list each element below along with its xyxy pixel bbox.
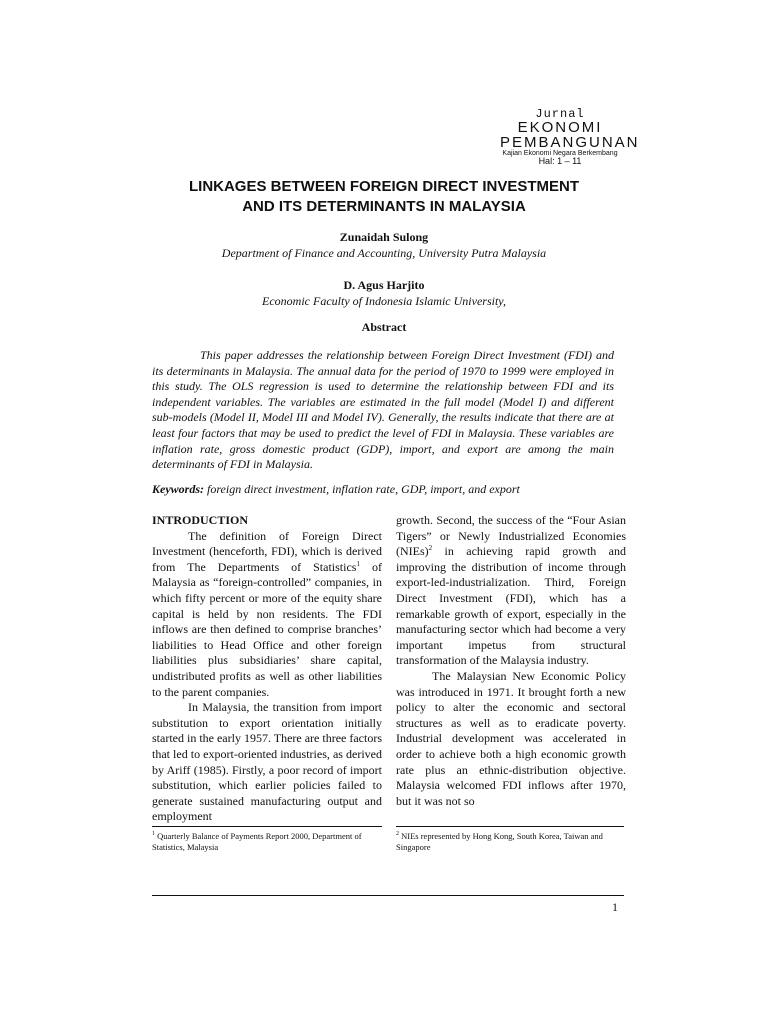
footnote-1 <box>152 831 378 853</box>
footnote-divider-right <box>396 826 624 827</box>
right-p1-text-a: growth. Second, the success of the “Four Asian Tigers” or Newly Industrialized Economies (NIEs) <box>396 513 626 559</box>
journal-name-line2: PEMBANGUNAN <box>500 134 640 151</box>
journal-pages: Hal: 1 – 11 <box>538 156 582 166</box>
footnote-1-mark: 1 <box>152 831 155 838</box>
journal-word: Jurnal <box>535 107 585 121</box>
paper-title-line2: AND ITS DETERMINANTS IN MALAYSIA <box>242 198 526 215</box>
footnote-2-text: NIEs represented by Hong Kong, South Korea, Taiwan and Singapore <box>396 831 603 852</box>
paper-title <box>100 177 668 217</box>
right-column <box>396 513 626 809</box>
right-p1-text-b: in achieving rapid growth and improving the distribution of income through export-led-industrialization. Third, Foreign Direct Investment (FDI), which has a remarkable growth of export, especially in the manufacturing sector which had become a very important impetus from structural transformation of the Malaysia industry. <box>396 544 626 668</box>
author-name-1: Zunaidah Sulong <box>339 230 429 244</box>
author-affiliation-2: Economic Faculty of Indonesia Islamic University, <box>262 294 506 308</box>
footnote-divider-left <box>152 826 382 827</box>
abstract-text: This paper addresses the relationship between Foreign Direct Investment (FDI) and its determinants in Malaysia. The annual data for the period of 1970 to 1999 were employed in this study. The OLS regression is used to determine the relationship between FDI and its independent variables. The variables are estimated in the full model (Model I) and different sub-models (Model II, Model III and Model IV). Generally, the results indicate that there are at least four factors that may be used to predict the level of FDI in Malaysia. These variables are inflation rate, gross domestic product (GDP), import, and export are among the main determinants of FDI in Malaysia. <box>152 348 614 472</box>
journal-header <box>500 107 640 166</box>
author-affiliation-1: Department of Finance and Accounting, University Putra Malaysia <box>221 246 547 260</box>
author-name-2: D. Agus Harjito <box>343 278 425 292</box>
footnote-2 <box>396 831 622 853</box>
intro-heading: INTRODUCTION <box>152 513 249 527</box>
intro-paragraph-2: In Malaysia, the transition from import substitution to export orientation initially started in the early 1957. There are three factors that led to export-oriented industries, as derived by Ariff (1985). Firstly, a poor record of import substitution, which earlier policies failed to generate sustained manufacturing output and employment <box>152 700 383 824</box>
keywords-text: foreign direct investment, inflation rate, GDP, import, and export <box>207 482 520 496</box>
left-column <box>152 513 382 825</box>
right-paragraph-2: The Malaysian New Economic Policy was introduced in 1971. It brought forth a new policy to alter the economic and sectoral structures as well as to eradicate poverty. Industrial development was accelerated in order to achieve both a high economic growth rate plus an ethnic-distribution objective. Malaysia welcomed FDI inflows after 1970, but it was not so <box>396 668 626 808</box>
journal-subtitle: Kajian Ekonomi Negara Berkembang <box>502 150 618 157</box>
right-paragraph-1 <box>396 513 626 669</box>
intro-p1-text-a: The definition of Foreign Direct Investment (henceforth, FDI), which is derived from The Departments of Statistics <box>152 528 382 574</box>
journal-name-line1: EKONOMI <box>517 119 603 136</box>
keywords-label: Keywords: <box>152 482 204 496</box>
paper-title-line1: LINKAGES BETWEEN FOREIGN DIRECT INVESTMENT <box>188 178 579 195</box>
intro-paragraph-1 <box>152 529 382 701</box>
footnote-ref-1: 1 <box>356 559 360 568</box>
footnote-ref-2: 2 <box>428 544 433 553</box>
abstract-body <box>152 348 614 473</box>
page-footer-rule <box>152 895 624 896</box>
intro-p1-text-b: of Malaysia as “foreign-controlled” companies, in which fifty percent or more of the equity share capital is held by non residents. The FDI inflows are then defined to comprise branches’ liabilities to Head Office and other foreign liabilities plus subsidiaries’ share capital, undistributed profits as well as other liabilities to the parent companies. <box>152 559 382 699</box>
footnote-2-mark: 2 <box>396 831 399 838</box>
keywords <box>152 482 622 497</box>
abstract-heading: Abstract <box>361 320 407 334</box>
page-number: 1 <box>612 900 618 914</box>
footnote-1-text: Quarterly Balance of Payments Report 2000, Department of Statistics, Malaysia <box>152 831 362 852</box>
